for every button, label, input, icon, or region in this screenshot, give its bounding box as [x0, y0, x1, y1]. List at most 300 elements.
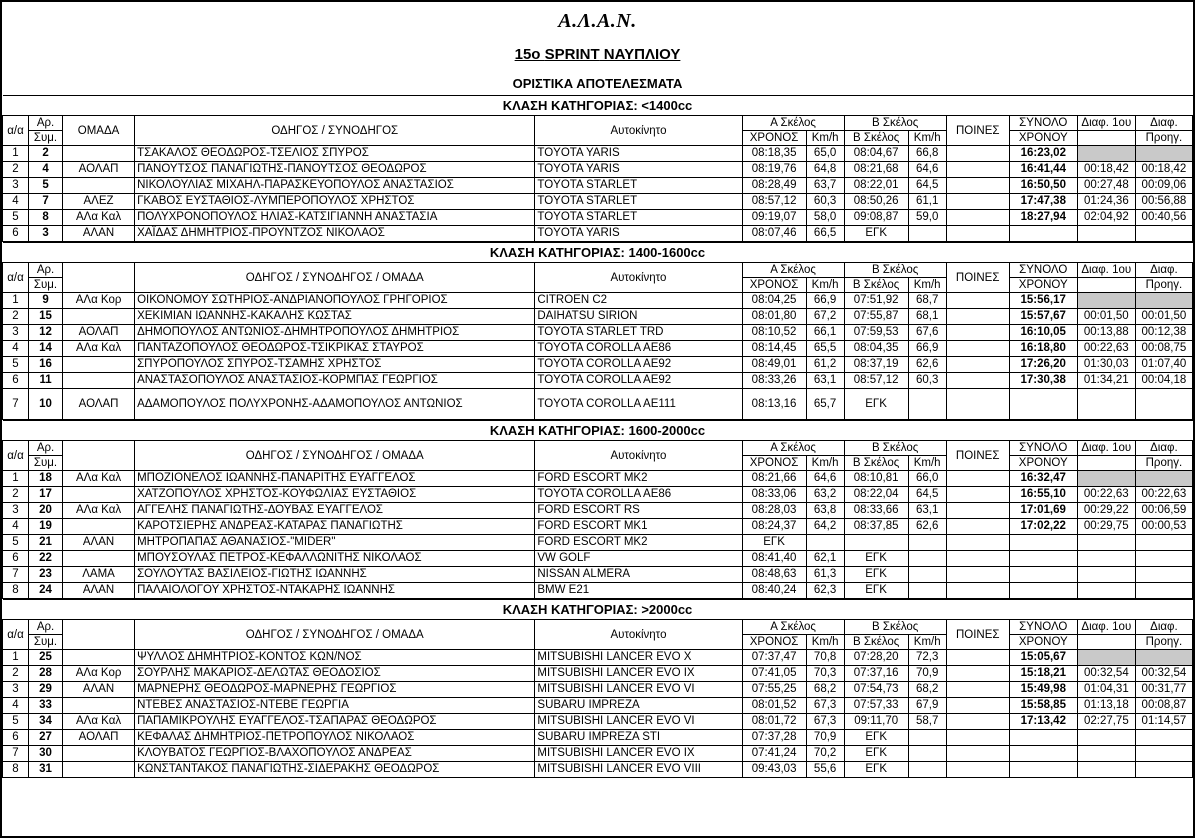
- cell-number: 10: [29, 389, 63, 420]
- cell-driver: ΣΟΥΛΟΥΤΑΣ ΒΑΣΙΛΕΙΟΣ-ΓΙΩΤΗΣ ΙΩΑΝΝΗΣ: [135, 567, 535, 583]
- document-subtitle: ΟΡΙΣΤΙΚΑ ΑΠΟΤΕΛΕΣΜΑΤΑ: [512, 76, 683, 91]
- col-diff-prev-line2: Προηγ.: [1135, 278, 1192, 293]
- cell-kmh-b: 64,5: [908, 178, 946, 194]
- col-num-line2: Συμ.: [29, 131, 63, 146]
- cell-driver: ΣΠΥΡΟΠΟΥΛΟΣ ΣΠΥΡΟΣ-ΤΣΑΜΗΣ ΧΡΗΣΤΟΣ: [135, 357, 535, 373]
- cell-car: TOYOTA COROLLA AE111: [535, 389, 742, 420]
- cell-kmh-a: 65,5: [806, 341, 844, 357]
- cell-car: TOYOTA YARIS: [535, 226, 742, 242]
- cell-diff-first: 01:34,21: [1077, 373, 1135, 389]
- cell-time-a: 07:41,24: [742, 746, 806, 762]
- cell-number: 31: [29, 762, 63, 778]
- cell-driver: ΣΟΥΡΛΗΣ ΜΑΚΑΡΙΟΣ-ΔΕΛΩΤΑΣ ΘΕΟΔΟΣΙΟΣ: [135, 666, 535, 682]
- cell-car: TOYOTA STARLET: [535, 178, 742, 194]
- cell-kmh-b: 70,9: [908, 666, 946, 682]
- class-table: [2, 599, 1193, 778]
- cell-time-b: 09:08,87: [844, 210, 908, 226]
- cell-kmh-b: [908, 551, 946, 567]
- cell-team: ΑΛα Κορ: [63, 293, 135, 309]
- col-kmh-a: Km/h: [806, 635, 844, 650]
- col-leg-b: Β Σκέλος: [844, 116, 946, 131]
- table-row: [3, 309, 1193, 325]
- col-num-line2: Συμ.: [29, 635, 63, 650]
- cell-number: 23: [29, 567, 63, 583]
- class-title-row: [3, 421, 1193, 441]
- cell-total: [1009, 226, 1077, 242]
- cell-aa: 6: [3, 551, 29, 567]
- cell-team: ΑΛΑΝ: [63, 682, 135, 698]
- cell-diff-first: [1077, 650, 1135, 666]
- table-row: [3, 650, 1193, 666]
- cell-diff-first: [1077, 293, 1135, 309]
- cell-diff-prev: 00:22,63: [1135, 487, 1192, 503]
- col-diff-prev-line2: Προηγ.: [1135, 131, 1192, 146]
- cell-kmh-b: 67,9: [908, 698, 946, 714]
- cell-time-b: ΕΓΚ: [844, 583, 908, 599]
- cell-diff-first: [1077, 146, 1135, 162]
- cell-time-a: 07:37,28: [742, 730, 806, 746]
- cell-kmh-a: [806, 535, 844, 551]
- col-driver: ΟΔΗΓΟΣ / ΣΥΝΟΔΗΓΟΣ: [135, 116, 535, 146]
- cell-number: 18: [29, 471, 63, 487]
- col-diff-prev-line1: Διαφ.: [1135, 441, 1192, 456]
- cell-number: 34: [29, 714, 63, 730]
- cell-car: VW GOLF: [535, 551, 742, 567]
- table-row: [3, 389, 1193, 420]
- results-tables: [2, 95, 1193, 778]
- table-row: [3, 210, 1193, 226]
- cell-time-a: 08:01,80: [742, 309, 806, 325]
- cell-car: MITSUBISHI LANCER EVO X: [535, 650, 742, 666]
- col-car: Αυτοκίνητο: [535, 620, 742, 650]
- table-row: [3, 325, 1193, 341]
- col-car: Αυτοκίνητο: [535, 116, 742, 146]
- cell-penalties: [946, 162, 1009, 178]
- cell-total: 17:47,38: [1009, 194, 1077, 210]
- cell-kmh-a: 70,8: [806, 650, 844, 666]
- cell-kmh-a: 70,3: [806, 666, 844, 682]
- col-kmh-b: Km/h: [908, 456, 946, 471]
- event-title-sprint: SPRINT: [544, 46, 600, 63]
- col-diff-first-line1: Διαφ. 1ου: [1077, 263, 1135, 278]
- col-total-line2: ΧΡΟΝΟΥ: [1009, 456, 1077, 471]
- cell-diff-prev: [1135, 650, 1192, 666]
- cell-car: MITSUBISHI LANCER EVO VI: [535, 714, 742, 730]
- cell-kmh-a: 70,2: [806, 746, 844, 762]
- cell-diff-first: 00:18,42: [1077, 162, 1135, 178]
- cell-diff-first: [1077, 730, 1135, 746]
- cell-time-b: 07:28,20: [844, 650, 908, 666]
- cell-aa: 6: [3, 226, 29, 242]
- cell-team: ΛΑΜΑ: [63, 567, 135, 583]
- col-diff-first-line2: [1077, 278, 1135, 293]
- cell-total: 16:55,10: [1009, 487, 1077, 503]
- cell-kmh-a: 60,3: [806, 194, 844, 210]
- cell-diff-first: 00:29,75: [1077, 519, 1135, 535]
- cell-driver: ΑΔΑΜΟΠΟΥΛΟΣ ΠΟΛΥΧΡΟΝΗΣ-ΑΔΑΜΟΠΟΥΛΟΣ ΑΝΤΩΝΙΟΣ: [135, 389, 535, 420]
- col-time-a: ΧΡΟΝΟΣ: [742, 131, 806, 146]
- cell-diff-prev: 00:01,50: [1135, 309, 1192, 325]
- cell-time-a: 08:48,63: [742, 567, 806, 583]
- cell-penalties: [946, 567, 1009, 583]
- cell-time-a: 08:07,46: [742, 226, 806, 242]
- cell-diff-first: 02:04,92: [1077, 210, 1135, 226]
- col-diff-first-line1: Διαφ. 1ου: [1077, 116, 1135, 131]
- cell-penalties: [946, 682, 1009, 698]
- cell-diff-prev: [1135, 730, 1192, 746]
- cell-penalties: [946, 373, 1009, 389]
- col-diff-prev-line1: Διαφ.: [1135, 620, 1192, 635]
- cell-diff-prev: 00:08,87: [1135, 698, 1192, 714]
- table-row: [3, 178, 1193, 194]
- cell-team: ΑΛΑΝ: [63, 583, 135, 599]
- cell-diff-first: [1077, 567, 1135, 583]
- cell-penalties: [946, 730, 1009, 746]
- cell-team: [63, 551, 135, 567]
- cell-diff-first: [1077, 551, 1135, 567]
- cell-number: 15: [29, 309, 63, 325]
- cell-car: FORD ESCORT MK1: [535, 519, 742, 535]
- col-num-line1: Αρ.: [29, 441, 63, 456]
- col-time-b: Β Σκέλος: [844, 456, 908, 471]
- cell-kmh-a: 63,7: [806, 178, 844, 194]
- cell-kmh-a: 63,1: [806, 373, 844, 389]
- cell-penalties: [946, 178, 1009, 194]
- cell-diff-prev: [1135, 471, 1192, 487]
- cell-diff-prev: 01:07,40: [1135, 357, 1192, 373]
- col-kmh-a: Km/h: [806, 131, 844, 146]
- cell-number: 7: [29, 194, 63, 210]
- cell-driver: ΚΑΡΟΤΣΙΕΡΗΣ ΑΝΔΡΕΑΣ-ΚΑΤΑΡΑΣ ΠΑΝΑΓΙΩΤΗΣ: [135, 519, 535, 535]
- cell-total: 16:50,50: [1009, 178, 1077, 194]
- cell-kmh-b: 68,7: [908, 293, 946, 309]
- col-leg-a: Α Σκέλος: [742, 263, 844, 278]
- cell-penalties: [946, 503, 1009, 519]
- cell-diff-prev: 01:14,57: [1135, 714, 1192, 730]
- cell-number: 16: [29, 357, 63, 373]
- cell-time-a: 08:21,66: [742, 471, 806, 487]
- cell-car: DAIHATSU SIRION: [535, 309, 742, 325]
- cell-diff-prev: 00:09,06: [1135, 178, 1192, 194]
- col-total-line2: ΧΡΟΝΟΥ: [1009, 131, 1077, 146]
- cell-time-a: 08:18,35: [742, 146, 806, 162]
- cell-car: TOYOTA COROLLA AE86: [535, 487, 742, 503]
- cell-diff-prev: [1135, 583, 1192, 599]
- cell-time-b: 08:33,66: [844, 503, 908, 519]
- col-team: ΟΜΑΔΑ: [63, 116, 135, 146]
- cell-time-a: 09:19,07: [742, 210, 806, 226]
- col-leg-b: Β Σκέλος: [844, 441, 946, 456]
- cell-driver: ΧΕΚΙΜΙΑΝ ΙΩΑΝΝΗΣ-ΚΑΚΑΛΗΣ ΚΩΣΤΑΣ: [135, 309, 535, 325]
- cell-diff-prev: 00:40,56: [1135, 210, 1192, 226]
- cell-car: MITSUBISHI LANCER EVO IX: [535, 666, 742, 682]
- cell-total: [1009, 567, 1077, 583]
- table-row: [3, 666, 1193, 682]
- col-penalties: ΠΟΙΝΕΣ: [946, 620, 1009, 650]
- cell-penalties: [946, 309, 1009, 325]
- cell-total: 17:13,42: [1009, 714, 1077, 730]
- cell-kmh-b: 68,1: [908, 309, 946, 325]
- cell-car: CITROEN C2: [535, 293, 742, 309]
- col-diff-first-line1: Διαφ. 1ου: [1077, 620, 1135, 635]
- cell-number: 14: [29, 341, 63, 357]
- cell-diff-first: 01:13,18: [1077, 698, 1135, 714]
- cell-penalties: [946, 325, 1009, 341]
- cell-team: [63, 357, 135, 373]
- cell-team: ΑΛΑΝ: [63, 226, 135, 242]
- cell-aa: 1: [3, 471, 29, 487]
- cell-kmh-b: [908, 583, 946, 599]
- cell-diff-prev: 00:06,59: [1135, 503, 1192, 519]
- cell-diff-first: [1077, 762, 1135, 778]
- cell-kmh-b: [908, 762, 946, 778]
- cell-time-b: ΕΓΚ: [844, 730, 908, 746]
- cell-aa: 4: [3, 341, 29, 357]
- cell-total: 17:01,69: [1009, 503, 1077, 519]
- cell-time-b: 08:21,68: [844, 162, 908, 178]
- cell-number: 20: [29, 503, 63, 519]
- cell-car: TOYOTA COROLLA AE86: [535, 341, 742, 357]
- cell-aa: 5: [3, 714, 29, 730]
- cell-aa: 4: [3, 194, 29, 210]
- col-diff-prev-line1: Διαφ.: [1135, 263, 1192, 278]
- cell-team: ΑΛα Κορ: [63, 666, 135, 682]
- cell-diff-prev: [1135, 389, 1192, 420]
- table-row: [3, 471, 1193, 487]
- cell-number: 33: [29, 698, 63, 714]
- cell-number: 17: [29, 487, 63, 503]
- cell-total: [1009, 535, 1077, 551]
- cell-diff-prev: [1135, 567, 1192, 583]
- cell-kmh-a: 67,3: [806, 698, 844, 714]
- cell-diff-prev: [1135, 226, 1192, 242]
- cell-aa: 4: [3, 698, 29, 714]
- cell-diff-first: [1077, 389, 1135, 420]
- col-leg-b: Β Σκέλος: [844, 263, 946, 278]
- cell-total: [1009, 746, 1077, 762]
- cell-aa: 3: [3, 682, 29, 698]
- cell-team: [63, 487, 135, 503]
- cell-time-b: ΕΓΚ: [844, 389, 908, 420]
- cell-aa: 3: [3, 178, 29, 194]
- cell-aa: 2: [3, 487, 29, 503]
- cell-team: ΑΟΛΑΠ: [63, 730, 135, 746]
- cell-aa: 3: [3, 503, 29, 519]
- cell-number: 24: [29, 583, 63, 599]
- table-row: [3, 519, 1193, 535]
- cell-time-a: ΕΓΚ: [742, 535, 806, 551]
- cell-driver: ΨΥΛΛΟΣ ΔΗΜΗΤΡΙΟΣ-ΚΟΝΤΟΣ ΚΩΝ/ΝΟΣ: [135, 650, 535, 666]
- col-penalties: ΠΟΙΝΕΣ: [946, 116, 1009, 146]
- class-table: [2, 95, 1193, 242]
- cell-driver: ΠΑΛΑΙΟΛΟΓΟΥ ΧΡΗΣΤΟΣ-ΝΤΑΚΑΡΗΣ ΙΩΑΝΝΗΣ: [135, 583, 535, 599]
- cell-time-b: 08:57,12: [844, 373, 908, 389]
- cell-time-a: 08:01,52: [742, 698, 806, 714]
- cell-car: TOYOTA YARIS: [535, 146, 742, 162]
- col-leg-a: Α Σκέλος: [742, 116, 844, 131]
- cell-kmh-b: 60,3: [908, 373, 946, 389]
- col-aa: α/α: [3, 620, 29, 650]
- cell-aa: 5: [3, 357, 29, 373]
- col-driver: ΟΔΗΓΟΣ / ΣΥΝΟΔΗΓΟΣ / ΟΜΑΔΑ: [135, 263, 535, 293]
- cell-time-b: ΕΓΚ: [844, 567, 908, 583]
- cell-car: BMW E21: [535, 583, 742, 599]
- col-diff-prev-line2: Προηγ.: [1135, 635, 1192, 650]
- cell-diff-first: 00:27,48: [1077, 178, 1135, 194]
- cell-car: TOYOTA STARLET: [535, 210, 742, 226]
- cell-aa: 1: [3, 650, 29, 666]
- cell-diff-prev: [1135, 551, 1192, 567]
- table-row: [3, 146, 1193, 162]
- cell-number: 9: [29, 293, 63, 309]
- cell-total: 15:18,21: [1009, 666, 1077, 682]
- cell-team: [63, 519, 135, 535]
- cell-car: FORD ESCORT RS: [535, 503, 742, 519]
- cell-penalties: [946, 650, 1009, 666]
- col-kmh-b: Km/h: [908, 278, 946, 293]
- col-total-line2: ΧΡΟΝΟΥ: [1009, 635, 1077, 650]
- col-kmh-a: Km/h: [806, 456, 844, 471]
- cell-diff-first: [1077, 583, 1135, 599]
- cell-penalties: [946, 226, 1009, 242]
- col-team: [63, 620, 135, 650]
- col-total-line1: ΣΥΝΟΛΟ: [1009, 263, 1077, 278]
- cell-kmh-a: 65,0: [806, 146, 844, 162]
- cell-team: [63, 746, 135, 762]
- cell-time-a: 08:49,01: [742, 357, 806, 373]
- cell-penalties: [946, 666, 1009, 682]
- cell-total: 15:05,67: [1009, 650, 1077, 666]
- cell-total: 15:56,17: [1009, 293, 1077, 309]
- cell-car: TOYOTA COROLLA AE92: [535, 373, 742, 389]
- cell-number: 5: [29, 178, 63, 194]
- cell-number: 2: [29, 146, 63, 162]
- cell-car: TOYOTA YARIS: [535, 162, 742, 178]
- cell-team: ΑΛα Καλ: [63, 341, 135, 357]
- col-diff-first-line2: [1077, 456, 1135, 471]
- cell-diff-first: 00:22,63: [1077, 341, 1135, 357]
- cell-time-a: 07:41,05: [742, 666, 806, 682]
- table-row: [3, 567, 1193, 583]
- cell-number: 19: [29, 519, 63, 535]
- cell-kmh-a: 62,1: [806, 551, 844, 567]
- cell-penalties: [946, 341, 1009, 357]
- cell-team: [63, 698, 135, 714]
- cell-car: FORD ESCORT MK2: [535, 471, 742, 487]
- class-title-row: [3, 96, 1193, 116]
- cell-diff-first: 00:22,63: [1077, 487, 1135, 503]
- cell-total: 18:27,94: [1009, 210, 1077, 226]
- cell-kmh-b: 58,7: [908, 714, 946, 730]
- cell-kmh-a: 66,9: [806, 293, 844, 309]
- cell-team: ΑΛα Καλ: [63, 503, 135, 519]
- cell-kmh-b: 66,8: [908, 146, 946, 162]
- cell-driver: ΧΑΤΖΟΠΟΥΛΟΣ ΧΡΗΣΤΟΣ-ΚΟΥΦΩΛΙΑΣ ΕΥΣΤΑΘΙΟΣ: [135, 487, 535, 503]
- cell-car: TOYOTA COROLLA AE92: [535, 357, 742, 373]
- table-row: [3, 487, 1193, 503]
- col-diff-first-line1: Διαφ. 1ου: [1077, 441, 1135, 456]
- cell-time-b: 08:04,67: [844, 146, 908, 162]
- col-team: [63, 441, 135, 471]
- cell-penalties: [946, 551, 1009, 567]
- cell-penalties: [946, 293, 1009, 309]
- cell-number: 28: [29, 666, 63, 682]
- cell-driver: ΤΣΑΚΑΛΟΣ ΘΕΟΔΩΡΟΣ-ΤΣΕΛΙΟΣ ΣΠΥΡΟΣ: [135, 146, 535, 162]
- class-table: [2, 420, 1193, 599]
- col-time-b: Β Σκέλος: [844, 635, 908, 650]
- col-driver: ΟΔΗΓΟΣ / ΣΥΝΟΔΗΓΟΣ / ΟΜΑΔΑ: [135, 620, 535, 650]
- cell-kmh-a: 61,2: [806, 357, 844, 373]
- cell-total: 15:58,85: [1009, 698, 1077, 714]
- col-total-line1: ΣΥΝΟΛΟ: [1009, 620, 1077, 635]
- cell-penalties: [946, 146, 1009, 162]
- cell-penalties: [946, 746, 1009, 762]
- col-num-line2: Συμ.: [29, 456, 63, 471]
- cell-kmh-a: 63,8: [806, 503, 844, 519]
- cell-kmh-a: 65,7: [806, 389, 844, 420]
- cell-aa: 8: [3, 583, 29, 599]
- cell-time-b: 07:37,16: [844, 666, 908, 682]
- cell-time-b: 09:11,70: [844, 714, 908, 730]
- cell-penalties: [946, 714, 1009, 730]
- table-row: [3, 226, 1193, 242]
- table-row: [3, 698, 1193, 714]
- cell-diff-first: 02:27,75: [1077, 714, 1135, 730]
- cell-kmh-a: 66,1: [806, 325, 844, 341]
- col-leg-a: Α Σκέλος: [742, 620, 844, 635]
- cell-penalties: [946, 698, 1009, 714]
- cell-time-b: 08:22,04: [844, 487, 908, 503]
- cell-number: 4: [29, 162, 63, 178]
- cell-time-a: 08:19,76: [742, 162, 806, 178]
- cell-time-b: 08:22,01: [844, 178, 908, 194]
- col-leg-b: Β Σκέλος: [844, 620, 946, 635]
- cell-aa: 6: [3, 730, 29, 746]
- cell-kmh-b: 68,2: [908, 682, 946, 698]
- cell-diff-first: 00:29,22: [1077, 503, 1135, 519]
- table-row: [3, 730, 1193, 746]
- col-diff-first-line2: [1077, 131, 1135, 146]
- cell-time-a: 08:10,52: [742, 325, 806, 341]
- col-num-line1: Αρ.: [29, 116, 63, 131]
- cell-car: SUBARU IMPREZA STI: [535, 730, 742, 746]
- col-diff-prev-line2: Προηγ.: [1135, 456, 1192, 471]
- cell-aa: 4: [3, 519, 29, 535]
- cell-kmh-b: [908, 567, 946, 583]
- cell-team: ΑΟΛΑΠ: [63, 389, 135, 420]
- col-num-line1: Αρ.: [29, 263, 63, 278]
- cell-time-a: 08:14,45: [742, 341, 806, 357]
- col-leg-a: Α Σκέλος: [742, 441, 844, 456]
- table-row: [3, 682, 1193, 698]
- col-driver: ΟΔΗΓΟΣ / ΣΥΝΟΔΗΓΟΣ / ΟΜΑΔΑ: [135, 441, 535, 471]
- cell-total: 16:32,47: [1009, 471, 1077, 487]
- cell-diff-prev: [1135, 762, 1192, 778]
- cell-total: 15:57,67: [1009, 309, 1077, 325]
- cell-diff-first: 00:13,88: [1077, 325, 1135, 341]
- cell-time-b: [844, 535, 908, 551]
- cell-total: [1009, 762, 1077, 778]
- col-penalties: ΠΟΙΝΕΣ: [946, 263, 1009, 293]
- cell-driver: ΝΙΚΟΛΟΥΛΙΑΣ ΜΙΧΑΗΛ-ΠΑΡΑΣΚΕΥΟΠΟΥΛΟΣ ΑΝΑΣΤΑΣΙΟΣ: [135, 178, 535, 194]
- cell-car: NISSAN ALMERA: [535, 567, 742, 583]
- cell-driver: ΚΩΝΣΤΑΝΤΑΚΟΣ ΠΑΝΑΓΙΩΤΗΣ-ΣΙΔΕΡΑΚΗΣ ΘΕΟΔΩΡΟΣ: [135, 762, 535, 778]
- cell-time-a: 08:40,24: [742, 583, 806, 599]
- cell-kmh-a: 64,2: [806, 519, 844, 535]
- cell-aa: 1: [3, 146, 29, 162]
- cell-aa: 1: [3, 293, 29, 309]
- col-diff-first-line2: [1077, 635, 1135, 650]
